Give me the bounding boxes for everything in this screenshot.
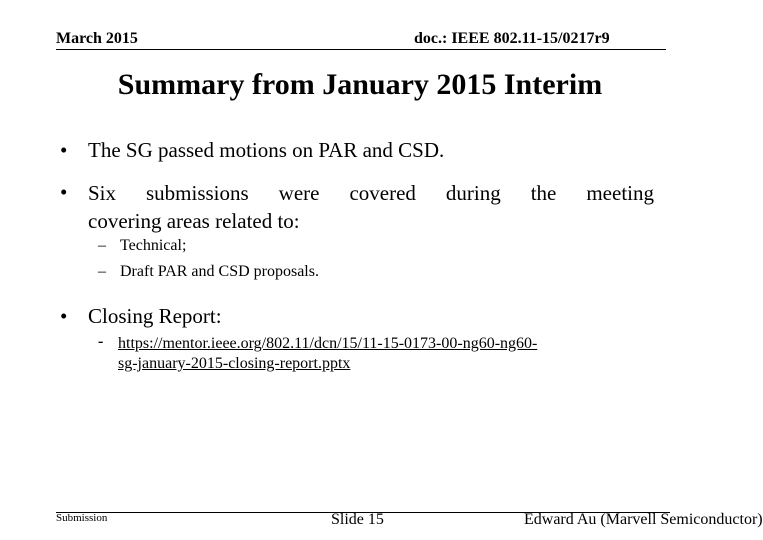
header-rule: [56, 49, 666, 50]
dash-icon: -: [98, 333, 104, 350]
bullet-text: The SG passed motions on PAR and CSD.: [88, 138, 445, 162]
slide-title: Summary from January 2015 Interim: [117, 68, 603, 101]
bullet-dot-icon: •: [60, 180, 68, 204]
header-date: March 2015: [56, 30, 138, 47]
header-doc-id: doc.: IEEE 802.11-15/0217r9: [414, 30, 610, 47]
dash-icon: –: [98, 237, 106, 254]
footer-submission: Submission: [56, 512, 108, 524]
bullet-text-continued: covering areas related to:: [88, 209, 300, 233]
sub-bullet-text: Technical;: [120, 237, 187, 254]
bullet-text: Closing Report:: [88, 304, 222, 328]
bullet-dot-icon: •: [60, 304, 68, 328]
link-line-1[interactable]: https://mentor.ieee.org/802.11/dcn/15/11-15-0173-00-ng60-ng60-: [118, 335, 538, 352]
bullet-dot-icon: •: [60, 138, 68, 162]
closing-report-link[interactable]: [118, 334, 658, 374]
dash-icon: –: [98, 263, 106, 280]
bullet-text: Six submissions were covered during the meeting: [88, 181, 654, 205]
footer-author: Edward Au (Marvell Semiconductor): [524, 511, 763, 528]
footer-slide-number: Slide 15: [331, 511, 384, 528]
link-line-2[interactable]: sg-january-2015-closing-report.pptx: [118, 355, 351, 372]
sub-bullet-text: Draft PAR and CSD proposals.: [120, 263, 319, 280]
